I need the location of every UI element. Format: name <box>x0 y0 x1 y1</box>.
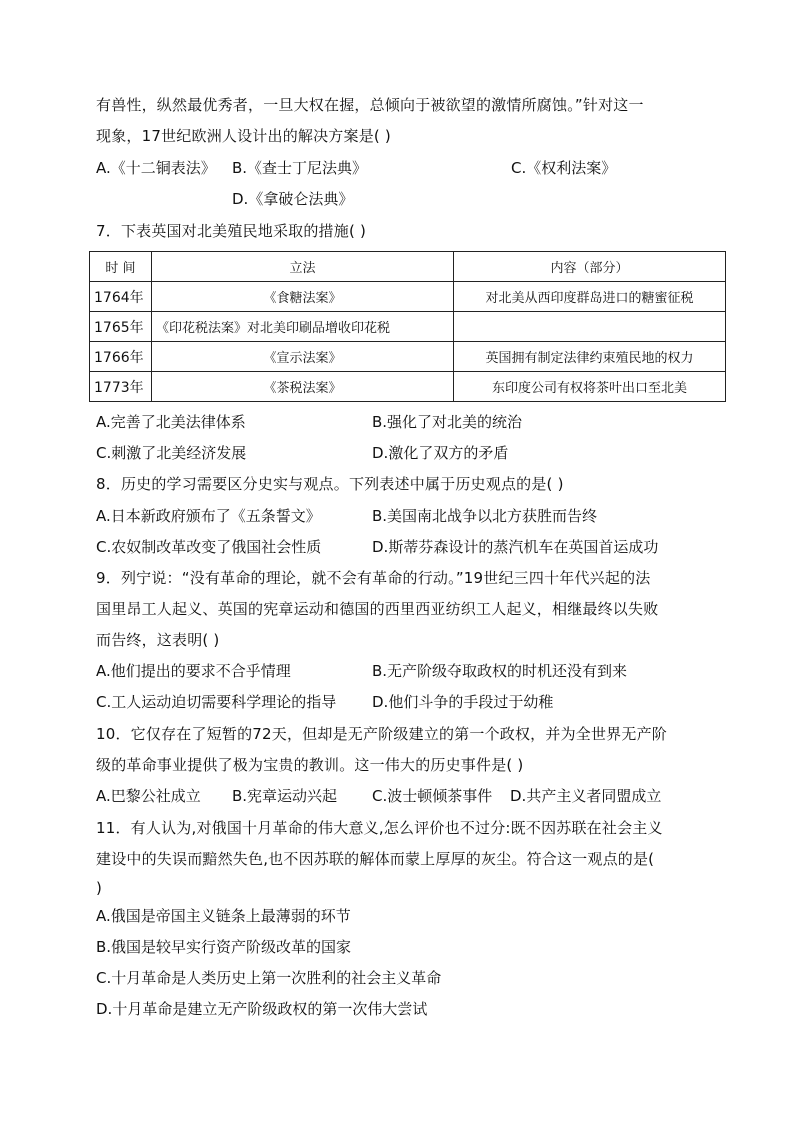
table-cell-time: 1766年 <box>90 342 152 372</box>
table-row <box>90 282 726 312</box>
q11-stem-line-2: 建设中的失误而黯然失色,也不因苏联的解体而蒙上厚厚的灰尘。符合这一观点的是( <box>96 850 655 868</box>
table-cell-legislation: 《食糖法案》 <box>152 282 454 312</box>
q8-option-c[interactable]: C.农奴制改革改变了俄国社会性质 <box>96 538 322 556</box>
q7-option-d[interactable]: D.激化了双方的矛盾 <box>372 444 509 462</box>
q7-option-a[interactable]: A.完善了北美法律体系 <box>96 413 246 431</box>
q9-stem-line-2: 国里昂工人起义、英国的宪章运动和德国的西里西亚纺织工人起义，相继最终以失败 <box>96 600 659 618</box>
q11-option-d[interactable]: D.十月革命是建立无产阶级政权的第一次伟大尝试 <box>96 1000 428 1018</box>
legislation-table <box>89 251 726 402</box>
table-cell-time: 1773年 <box>90 372 152 402</box>
table-cell-content: 对北美从西印度群岛进口的糖蜜征税 <box>454 282 726 312</box>
table-cell-legislation: 《印花税法案》对北美印刷品增收印花税 <box>152 312 454 342</box>
q11-option-c[interactable]: C.十月革命是人类历史上第一次胜利的社会主义革命 <box>96 969 442 987</box>
table-cell-content <box>454 312 726 342</box>
q8-option-b[interactable]: B.美国南北战争以北方获胜而告终 <box>372 507 598 525</box>
q6-stem-line-1: 有兽性，纵然最优秀者，一旦大权在握，总倾向于被欲望的激情所腐蚀。”针对这一 <box>96 96 644 114</box>
table-row <box>90 372 726 402</box>
table-header-content: 内容（部分） <box>454 252 726 282</box>
q10-stem-line-1: 10．它仅存在了短暂的72天，但却是无产阶级建立的第一个政权，并为全世界无产阶 <box>96 725 667 743</box>
table-header-row <box>90 252 726 282</box>
q9-stem-line-1: 9．列宁说：“没有革命的理论，就不会有革命的行动。”19世纪三四十年代兴起的法 <box>96 569 651 587</box>
q7-option-b[interactable]: B.强化了对北美的统治 <box>372 413 523 431</box>
q9-option-a[interactable]: A.他们提出的要求不合乎情理 <box>96 662 291 680</box>
q6-stem-line-2: 现象，17世纪欧洲人设计出的解决方案是( ) <box>96 127 391 145</box>
table-cell-content: 东印度公司有权将茶叶出口至北美 <box>454 372 726 402</box>
q11-stem-line-3: ) <box>96 879 103 897</box>
table-row <box>90 342 726 372</box>
q6-option-a[interactable]: A.《十二铜表法》 <box>96 159 216 177</box>
q10-option-b[interactable]: B.宪章运动兴起 <box>232 787 338 805</box>
q9-option-d[interactable]: D.他们斗争的手段过于幼稚 <box>372 693 554 711</box>
table-row <box>90 312 726 342</box>
q10-option-c[interactable]: C.波士顿倾茶事件 <box>372 787 493 805</box>
q7-stem: 7．下表英国对北美殖民地采取的措施( ) <box>96 222 367 240</box>
q9-option-c[interactable]: C.工人运动迫切需要科学理论的指导 <box>96 693 337 711</box>
q8-stem: 8．历史的学习需要区分史实与观点。下列表述中属于历史观点的是( ) <box>96 475 564 493</box>
table-cell-time: 1764年 <box>90 282 152 312</box>
q7-option-c[interactable]: C.刺激了北美经济发展 <box>96 444 247 462</box>
q8-option-a[interactable]: A.日本新政府颁布了《五条誓文》 <box>96 507 321 525</box>
q9-stem-line-3: 而告终，这表明( ) <box>96 631 220 649</box>
table-header-legislation: 立法 <box>152 252 454 282</box>
q8-option-d[interactable]: D.斯蒂芬森设计的蒸汽机车在英国首运成功 <box>372 538 659 556</box>
q10-option-d[interactable]: D.共产主义者同盟成立 <box>510 787 662 805</box>
q6-option-b[interactable]: B.《查士丁尼法典》 <box>232 159 368 177</box>
table-cell-content: 英国拥有制定法律约束殖民地的权力 <box>454 342 726 372</box>
q10-stem-line-2: 级的革命事业提供了极为宝贵的教训。这一伟大的历史事件是( ) <box>96 756 524 774</box>
q6-option-c[interactable]: C.《权利法案》 <box>511 159 617 177</box>
q10-option-a[interactable]: A.巴黎公社成立 <box>96 787 201 805</box>
table-cell-legislation: 《宣示法案》 <box>152 342 454 372</box>
table-header-time: 时 间 <box>90 252 152 282</box>
q11-option-b[interactable]: B.俄国是较早实行资产阶级改革的国家 <box>96 938 352 956</box>
q6-option-d[interactable]: D.《拿破仑法典》 <box>232 190 354 208</box>
table-cell-time: 1765年 <box>90 312 152 342</box>
q11-stem-line-1: 11．有人认为,对俄国十月革命的伟大意义,怎么评价也不过分:既不因苏联在社会主义 <box>96 819 663 837</box>
q9-option-b[interactable]: B.无产阶级夺取政权的时机还没有到来 <box>372 662 628 680</box>
table-cell-legislation: 《茶税法案》 <box>152 372 454 402</box>
q11-option-a[interactable]: A.俄国是帝国主义链条上最薄弱的环节 <box>96 907 351 925</box>
